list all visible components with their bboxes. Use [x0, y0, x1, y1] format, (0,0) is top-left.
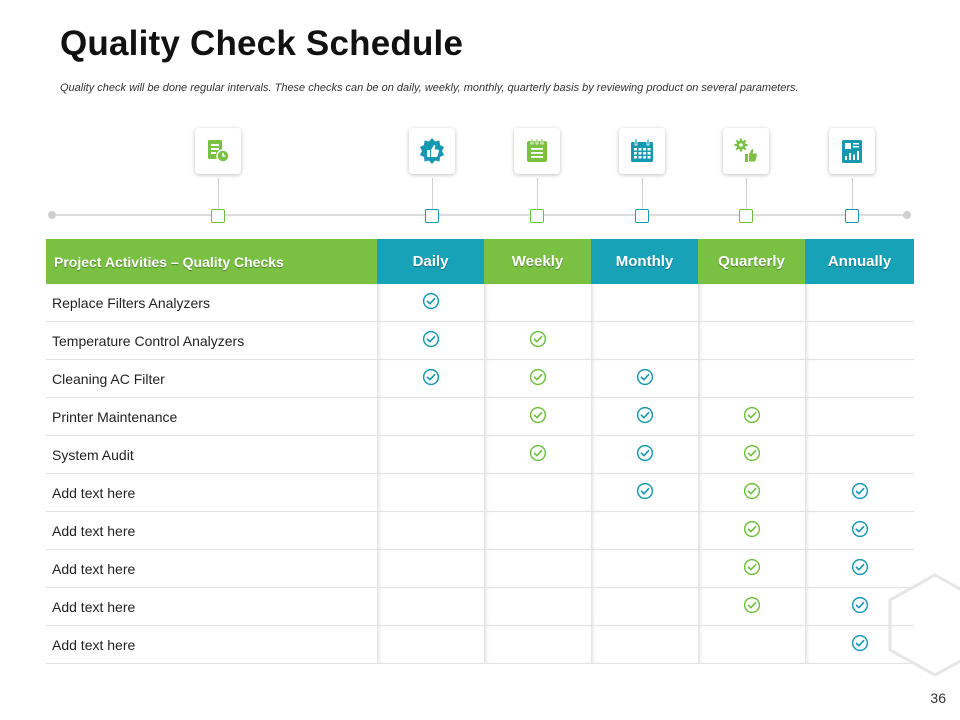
header-monthly: Monthly — [591, 239, 698, 284]
activity-label: Add text here — [46, 474, 377, 512]
header-weekly: Weekly — [484, 239, 591, 284]
header-daily: Daily — [377, 239, 484, 284]
cell-weekly — [484, 474, 591, 512]
cell-monthly — [591, 436, 698, 474]
check-circle-icon — [743, 406, 761, 424]
cell-annually — [805, 474, 914, 512]
cell-monthly — [591, 474, 698, 512]
cell-weekly — [484, 284, 591, 322]
cell-annually — [805, 436, 914, 474]
activity-label: Printer Maintenance — [46, 398, 377, 436]
cell-quarterly — [698, 284, 805, 322]
cell-annually — [805, 360, 914, 398]
cell-monthly — [591, 626, 698, 664]
cell-annually — [805, 284, 914, 322]
table-row — [46, 512, 914, 550]
timeline-item-badge — [407, 128, 457, 223]
activity-label: Add text here — [46, 550, 377, 588]
check-circle-icon — [529, 368, 547, 386]
check-circle-icon — [851, 482, 869, 500]
timeline-item-daily — [193, 128, 243, 223]
cell-monthly — [591, 512, 698, 550]
check-circle-icon — [636, 406, 654, 424]
cell-daily — [377, 360, 484, 398]
check-circle-icon — [529, 444, 547, 462]
decorative-hexagon-shape — [880, 570, 960, 680]
check-circle-icon — [851, 634, 869, 652]
calendar-icon — [628, 137, 656, 165]
timeline-node — [845, 209, 859, 223]
cell-daily — [377, 284, 484, 322]
check-circle-icon — [636, 444, 654, 462]
cell-quarterly — [698, 474, 805, 512]
table-row — [46, 322, 914, 360]
cell-quarterly — [698, 360, 805, 398]
table-header-row — [46, 239, 914, 284]
cell-quarterly — [698, 398, 805, 436]
check-circle-icon — [743, 482, 761, 500]
activity-label: Temperature Control Analyzers — [46, 322, 377, 360]
page-subtitle: Quality check will be done regular intervals. These checks can be on daily, weekly, monthly, quarterly basis by reviewing product on several parameters. — [60, 82, 799, 94]
cell-quarterly — [698, 626, 805, 664]
table-body — [46, 284, 914, 664]
cell-quarterly — [698, 436, 805, 474]
header-annually: Annually — [805, 239, 914, 284]
cell-weekly — [484, 398, 591, 436]
quality-check-table — [46, 239, 914, 664]
cell-weekly — [484, 360, 591, 398]
check-circle-icon — [636, 482, 654, 500]
cell-weekly — [484, 550, 591, 588]
table-row — [46, 436, 914, 474]
cell-monthly — [591, 322, 698, 360]
timeline-start-dot — [48, 211, 56, 219]
gear-thumbs-up-icon — [732, 137, 760, 165]
timeline-item-annually — [827, 128, 877, 223]
activity-label: Add text here — [46, 512, 377, 550]
check-circle-icon — [422, 330, 440, 348]
cell-daily — [377, 588, 484, 626]
timeline-item-quarterly — [721, 128, 771, 223]
cell-weekly — [484, 588, 591, 626]
check-circle-icon — [851, 596, 869, 614]
cell-daily — [377, 626, 484, 664]
cell-monthly — [591, 398, 698, 436]
check-circle-icon — [743, 444, 761, 462]
cell-daily — [377, 322, 484, 360]
activity-label: Add text here — [46, 588, 377, 626]
check-circle-icon — [636, 368, 654, 386]
cell-daily — [377, 398, 484, 436]
cell-weekly — [484, 512, 591, 550]
timeline-node — [425, 209, 439, 223]
table-row — [46, 626, 914, 664]
check-circle-icon — [743, 596, 761, 614]
notepad-icon — [523, 137, 551, 165]
cell-quarterly — [698, 588, 805, 626]
check-circle-icon — [851, 520, 869, 538]
check-circle-icon — [422, 292, 440, 310]
cell-monthly — [591, 284, 698, 322]
timeline-item-monthly — [617, 128, 667, 223]
cell-annually — [805, 322, 914, 360]
timeline-item-weekly — [512, 128, 562, 223]
cell-daily — [377, 474, 484, 512]
page-title: Quality Check Schedule — [60, 24, 464, 63]
cell-monthly — [591, 360, 698, 398]
check-circle-icon — [743, 558, 761, 576]
check-circle-icon — [743, 520, 761, 538]
cell-quarterly — [698, 322, 805, 360]
table-row — [46, 588, 914, 626]
timeline-node — [635, 209, 649, 223]
cell-weekly — [484, 322, 591, 360]
check-circle-icon — [851, 558, 869, 576]
check-circle-icon — [529, 330, 547, 348]
activity-label: Replace Filters Analyzers — [46, 284, 377, 322]
report-chart-icon — [838, 137, 866, 165]
timeline-end-dot — [903, 211, 911, 219]
timeline-node — [530, 209, 544, 223]
cell-monthly — [591, 550, 698, 588]
timeline-line — [52, 214, 907, 216]
cell-daily — [377, 512, 484, 550]
schedule-table-container — [46, 239, 914, 664]
activity-label: Add text here — [46, 626, 377, 664]
header-activities: Project Activities – Quality Checks — [46, 239, 377, 284]
cell-annually — [805, 512, 914, 550]
table-row — [46, 398, 914, 436]
timeline-node — [739, 209, 753, 223]
cell-daily — [377, 436, 484, 474]
table-row — [46, 550, 914, 588]
table-row — [46, 360, 914, 398]
activity-label: Cleaning AC Filter — [46, 360, 377, 398]
cell-quarterly — [698, 550, 805, 588]
timeline-node — [211, 209, 225, 223]
cell-quarterly — [698, 512, 805, 550]
badge-thumbs-up-icon — [418, 137, 446, 165]
cell-weekly — [484, 436, 591, 474]
table-row — [46, 474, 914, 512]
check-circle-icon — [422, 368, 440, 386]
document-clock-icon — [204, 137, 232, 165]
table-row — [46, 284, 914, 322]
cell-weekly — [484, 626, 591, 664]
cell-annually — [805, 398, 914, 436]
activity-label: System Audit — [46, 436, 377, 474]
header-quarterly: Quarterly — [698, 239, 805, 284]
cell-daily — [377, 550, 484, 588]
cell-monthly — [591, 588, 698, 626]
check-circle-icon — [529, 406, 547, 424]
page-number: 36 — [930, 690, 946, 706]
